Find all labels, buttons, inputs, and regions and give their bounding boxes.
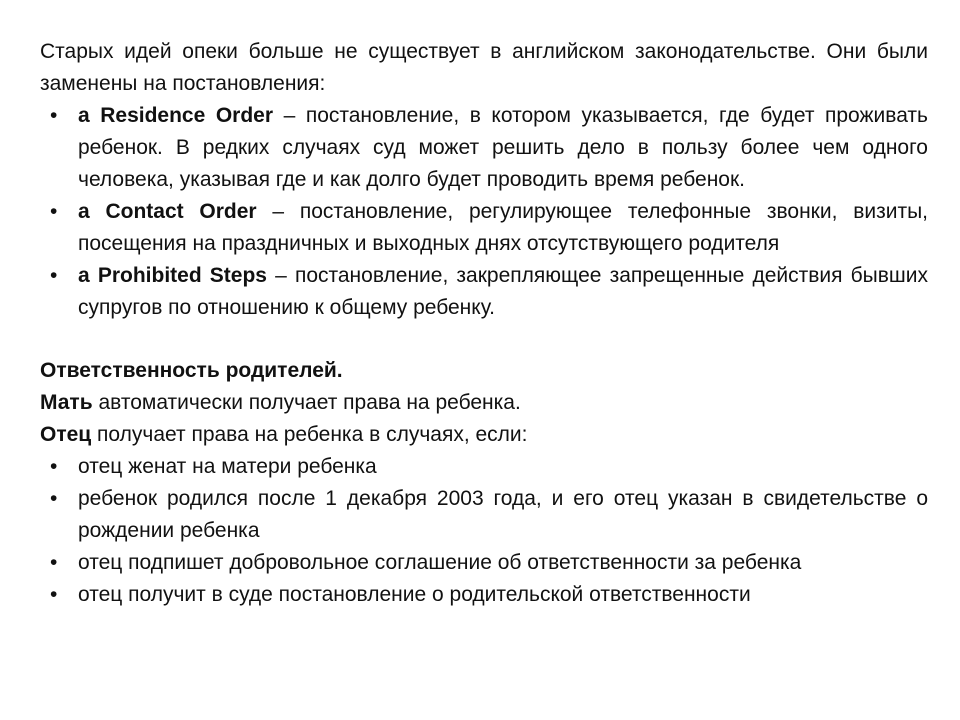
case-text: отец женат на матери ребенка [78, 455, 377, 478]
case-text: ребенок родился после 1 декабря 2003 года, и его отец указан в свидетельстве о рождении ребенка [78, 487, 928, 542]
mother-paragraph [40, 387, 928, 419]
list-item [40, 100, 928, 196]
bullet-icon: • [50, 583, 58, 606]
section-heading [40, 355, 928, 387]
list-item [40, 196, 928, 260]
section-spacer [40, 324, 928, 355]
bullet-icon: • [50, 200, 58, 223]
list-item [40, 451, 928, 483]
list-item [40, 547, 928, 579]
list-item [40, 579, 928, 611]
order-term: a Residence Order [78, 104, 274, 127]
mother-term: Мать [40, 391, 93, 414]
order-description: – постановление, в котором указывается, где будет проживать ребенок. В редких случаях суд может решить дело в пользу более чем одного человека, указывая где и как долго будет проводить время ребенок. [78, 104, 928, 191]
case-text: отец подпишет добровольное соглашение об ответственности за ребенка [78, 551, 802, 574]
orders-list [40, 100, 928, 324]
father-paragraph [40, 419, 928, 451]
bullet-icon: • [50, 487, 58, 510]
father-cases-list [40, 451, 928, 611]
order-term: a Contact Order [78, 200, 257, 223]
bullet-icon: • [50, 551, 58, 574]
mother-text: автоматически получает права на ребенка. [92, 391, 521, 414]
order-term: a Prohibited Steps [78, 264, 267, 287]
case-text: отец получит в суде постановление о родительской ответственности [78, 583, 751, 606]
bullet-icon: • [50, 264, 58, 287]
bullet-icon: • [50, 455, 58, 478]
responsibility-heading: Ответственность родителей. [40, 359, 343, 382]
father-text: получает права на ребенка в случаях, если: [91, 423, 528, 446]
intro-paragraph: Старых идей опеки больше не существует в английском законодательстве. Они были заменены на постановления: [40, 40, 928, 95]
order-description: – постановление, регулирующее телефонные звонки, визиты, посещения на праздничных и выходных днях отсутствующего родителя [78, 200, 929, 255]
slide-content [40, 36, 928, 611]
bullet-icon: • [50, 104, 58, 127]
father-term: Отец [40, 423, 92, 446]
order-description: – постановление, закрепляющее запрещенные действия бывших супругов по отношению к общему ребенку. [78, 264, 928, 319]
list-item [40, 260, 928, 324]
list-item [40, 483, 928, 547]
